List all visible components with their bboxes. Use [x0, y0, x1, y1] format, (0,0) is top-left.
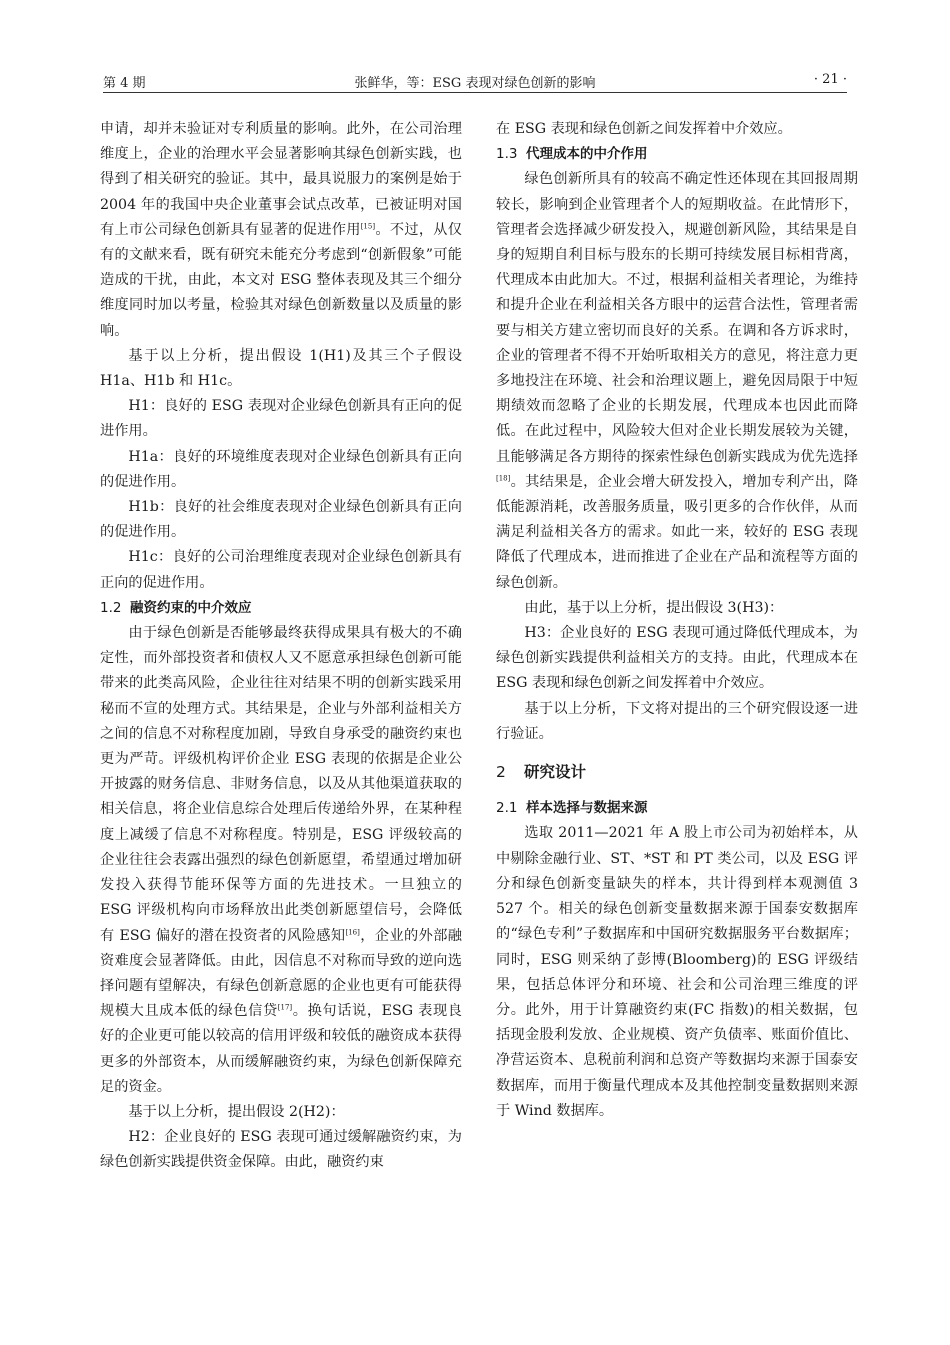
hypothesis-h1: H1：良好的 ESG 表现对企业绿色创新具有正向的促进作用。 — [100, 398, 462, 440]
section-heading-main: 2 研究设计 — [496, 763, 587, 782]
citation-ref: [17] — [277, 1003, 293, 1012]
hypothesis-h1a: H1a：良好的环境维度表现对企业绿色创新具有正向的促进作用。 — [100, 448, 462, 490]
section-heading: 1.2 融资约束的中介效应 — [100, 599, 252, 616]
paragraph: 在 ESG 表现和绿色创新之间发挥着中介效应。 — [496, 121, 792, 137]
citation-ref: [16] — [345, 927, 360, 936]
right-column — [496, 117, 858, 1124]
paragraph: 由此，基于以上分析，提出假设 3(H3)： — [524, 599, 784, 616]
paragraph: 选取 2011—2021 年 A 股上市公司为初始样本，从中剔除金融行业、ST、*ST 和 PT 类公司，以及 ESG 评分和绿色创新变量缺失的样本，共计得到样本观测值 3 527 个。相关的绿色创新变量数据来源于国泰安数据库的“绿色专利”子数据库和中国研究数据服务平台数据库；同时，ESG 则采纳了彭博(Bloomberg)的 ESG 评级结果，包括总体评分和环境、社会和公司治理三维度的评分。此外，用于计算融资约束(FC 指数)的相关数据，包括现金股利发放、企业规模、资产负债率、账面价值比、净营运资本、息税前利润和总资产等数据均来源于国泰安数据库，而用于衡量代理成本及其他控制变量数据则来源于 Wind 数据库。 — [496, 825, 858, 1119]
issue-number: 第 4 期 — [103, 76, 146, 91]
running-title: 张鲜华，等：ESG 表现对绿色创新的影响 — [354, 76, 596, 91]
citation-ref: [15] — [360, 222, 376, 231]
hypothesis-h3: H3：企业良好的 ESG 表现可通过降低代理成本，为绿色创新实践提供利益相关方的支持。由此，代理成本在 ESG 表现和绿色创新之间发挥着中介效应。 — [496, 625, 858, 692]
hypothesis-h1c: H1c：良好的公司治理维度表现对企业绿色创新具有正向的促进作用。 — [100, 549, 462, 591]
citation-ref: [18] — [496, 474, 511, 483]
page-number: · 21 · — [813, 72, 847, 87]
hypothesis-h2: H2：企业良好的 ESG 表现可通过缓解融资约束，为绿色创新实践提供资金保障。由此，融资约束 — [100, 1129, 462, 1171]
paragraph: 基于以上分析，提出假设 2(H2)： — [128, 1103, 345, 1120]
paragraph: 基于以上分析，提出假设 1(H1)及其三个子假设 H1a、H1b 和 H1c。 — [100, 347, 462, 390]
paragraph: 绿色创新所具有的较高不确定性还体现在其回报周期较长，影响到企业管理者个人的短期收益。在此情形下，管理者会选择减少研发投入，规避创新风险，其结果是自身的短期自利目标与股东的长期可持续发展目标相背离，代理成本由此加大。不过，根据利益相关者理论，为维持和提升企业在利益相关各方眼中的运营合法性，管理者需要与相关方建立密切而良好的关系。在调和各方诉求时，企业的管理者不得不开始听取相关方的意见，将注意力更多地投注在环境、社会和治理议题上，避免因局限于中短期绩效而忽略了企业的长期发展，代理成本也因此而降低。在此过程中，风险较大但对企业长期发展较为关键，且能够满足各方期待的探索性绿色创新实践成为优先选择[18]。其结果是，企业会增大研发投入，增加专利产出，降低能源消耗，改善服务质量，吸引更多的合作伙伴，从而满足利益相关各方的需求。如此一来，较好的 ESG 表现降低了代理成本，进而推进了企业在产品和流程等方面的绿色创新。 — [496, 171, 858, 591]
running-header — [103, 70, 847, 93]
left-column — [100, 117, 462, 1176]
paragraph: 基于以上分析，下文将对提出的三个研究假设逐一进行验证。 — [496, 700, 858, 742]
paragraph: 申请，却并未验证对专利质量的影响。此外，在公司治理维度上，企业的治理水平会显著影响其绿色创新实践，也得到了相关研究的验证。其中，最具说服力的案例是始于 2004 年的我国中央企业董事会试点改革，已被证明对国有上市公司绿色创新具有显著的促进作用[15]。不过，从仅有的文献来看，既有研究未能充分考虑到“创新假象”可能造成的干扰，由此，本文对 ESG 整体表现及其三个细分维度同时加以考量，检验其对绿色创新数量以及质量的影响。 — [100, 121, 462, 339]
paragraph: 由于绿色创新是否能够最终获得成果具有极大的不确定性，而外部投资者和债权人又不愿意承担绿色创新可能带来的此类高风险，企业往往对结果不明的创新实践采用秘而不宣的处理方式。其结果是，企业与外部利益相关方之间的信息不对称程度加剧，导致自身承受的融资约束也更为严苛。评级机构评价企业 ESG 表现的依据是企业公开披露的财务信息、非财务信息，以及从其他渠道获取的相关信息，将企业信息综合处理后传递给外界，在某种程度上减缓了信息不对称程度。特别是，ESG 评级较高的企业往往会表露出强烈的绿色创新愿望，希望通过增加研发投入获得节能环保等方面的先进技术。一旦独立的 ESG 评级机构向市场释放出此类创新愿望信号，会降低有 ESG 偏好的潜在投资者的风险感知[16]，企业的外部融资难度会显著降低。由此，因信息不对称而导致的逆向选择问题有望解决，有绿色创新意愿的企业也更有可能获得规模大且成本低的绿色信贷[17]。换句话说，ESG 表现良好的企业更可能以较高的信用评级和较低的融资成本获得更多的外部资本，从而缓解融资约束，为绿色创新保障充足的资金。 — [100, 625, 462, 1095]
section-heading: 2.1 样本选择与数据来源 — [496, 800, 648, 817]
hypothesis-h1b: H1b：良好的社会维度表现对企业绿色创新具有正向的促进作用。 — [100, 499, 462, 541]
section-heading: 1.3 代理成本的中介作用 — [496, 146, 648, 163]
